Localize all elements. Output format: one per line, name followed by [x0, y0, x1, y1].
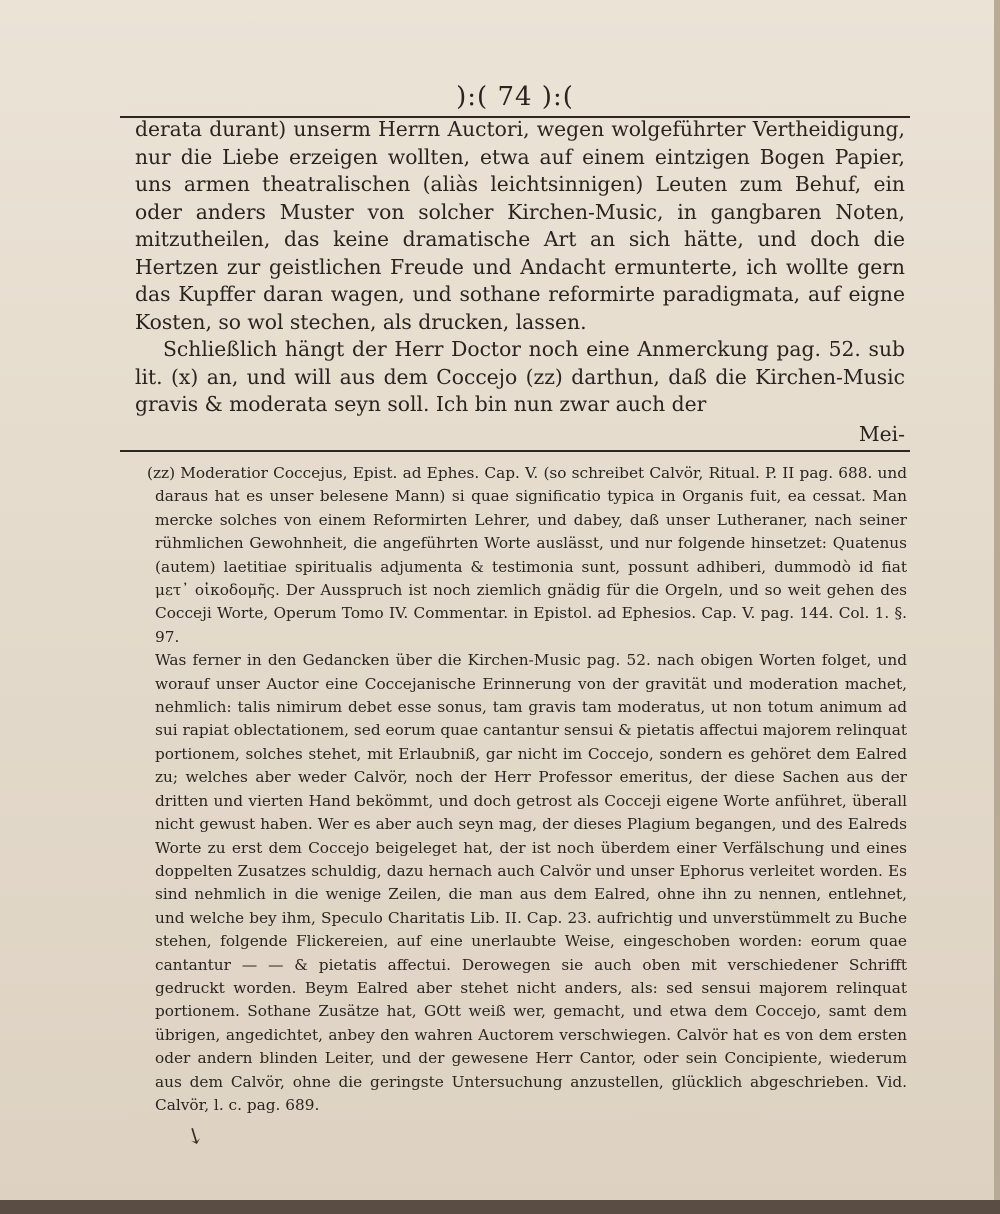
- footnote: [147, 462, 907, 1117]
- footnote-rule: [120, 450, 910, 452]
- footnote-part-1: (zz) Moderatior Coccejus, Epist. ad Ephes. Cap. V. (so schreibet Calvör, Ritual. P. II pag. 688. und daraus hat es unser belesene Mann) si quae significatio typica in Organis fuit, ea cessat. Man mercke solches von einem Reformirten Lehrer, und dabey, daß unser Lutheraner, nach seiner rühmlichen Gewohnheit, die angeführten Worte auslässt, und nur folgende hinsetzet: Quatenus (autem) laetitiae spiritualis adjumenta & testimonia sunt, possunt adhiberi, dummodò id fiat μετ᾽ οἰκοδομῆς. Der Ausspruch ist noch ziemlich gnädig für die Orgeln, und so weit gehen des Cocceji Worte, Operum Tomo IV. Commentar. in Epistol. ad Ephesios. Cap. V. pag. 144. Col. 1. §. 97.: [147, 464, 907, 646]
- footnote-part-2: Was ferner in den Gedancken über die Kirchen-Music pag. 52. nach obigen Worten folget, und worauf unser Auctor eine Coccejanische Erinnerung von der gravität und moderation machet, nehmlich: talis nimirum debet esse sonus, tam gravis tam moderatus, ut non totum animum ad sui rapiat oblectationem, sed eorum quae cantantur sensui & pietatis affectui majorem relinquat portionem, solches stehet, mit Erlaubniß, gar nicht im Coccejo, sondern es gehöret dem Ealred zu; welches aber weder Calvör, noch der Herr Professor emeritus, der diese Sachen aus der dritten und vierten Hand bekömmt, und doch getrost als Cocceji eigene Worte anführet, überall nicht gewust haben. Wer es aber auch seyn mag, der dieses Plagium begangen, und des Ealreds Worte zu erst dem Coccejo beigeleget hat, der ist noch überdem einer Verfälschung und eines doppelten Zusatzes schuldig, dazu hernach auch Calvör und unser Ephorus verleitet worden. Es sind nehmlich in die wenige Zeilen, die man aus dem Ealred, ohne ihn zu nennen, entlehnet, und welche bey ihm, Speculo Charitatis Lib. II. Cap. 23. aufrichtig und unverstümmelt zu Buche stehen, folgende Flickereien, auf eine unerlaubte Weise, eingeschoben worden: eorum quae cantantur — — & pietatis affectui. Derowegen sie auch oben mit verschiedener Schrifft gedruckt worden. Beym Ealred aber stehet nicht anders, als: sed sensui majorem relinquat portionem. Sothane Zusätze hat, GOtt weiß wer, gemacht, und etwa dem Coccejo, samt dem übrigen, angedichtet, anbey den wahren Auctorem verschwiegen. Calvör hat es von dem ersten oder andern blinden Leiter, und der gewesene Herr Cantor, oder sein Concipiente, wiederum aus dem Calvör, ohne die geringste Untersuchung anzustellen, glücklich abgeschrieben. Vid. Calvör, l. c. pag. 689.: [155, 651, 907, 1114]
- page-number-header: ):( 74 ):(: [456, 82, 574, 112]
- page-edge: [994, 0, 1000, 1214]
- stray-ink-mark: ↘: [180, 1121, 209, 1152]
- main-text: [135, 116, 905, 448]
- catchword: Mei-: [858, 421, 905, 446]
- paragraph-1: derata durant) unserm Herrn Auctori, wegen wolgeführter Vertheidigung, nur die Liebe erzeigen wollten, etwa auf einem eintzigen Bogen Papier, uns armen theatralischen (aliàs leichtsinnigen) Leuten zum Behuf, ein oder anders Muster von solcher Kirchen-Music, in gangbaren Noten, mitzutheilen, das keine dramatische Art an sich hätte, und doch die Hertzen zur geistlichen Freude und Andacht ermunterte, ich wollte gern das Kupffer daran wagen, und sothane reformirte paradigmata, auf eigne Kosten, so wol stechen, als drucken, lassen.: [135, 117, 905, 334]
- paragraph-2: Schließlich hängt der Herr Doctor noch eine Anmerckung pag. 52. sub lit. (x) an, und will aus dem Coccejo (zz) darthun, daß die Kirchen-Music gravis & moderata seyn soll. Ich bin nun zwar auch der: [135, 337, 905, 416]
- page-bottom-shadow: [0, 1200, 1000, 1214]
